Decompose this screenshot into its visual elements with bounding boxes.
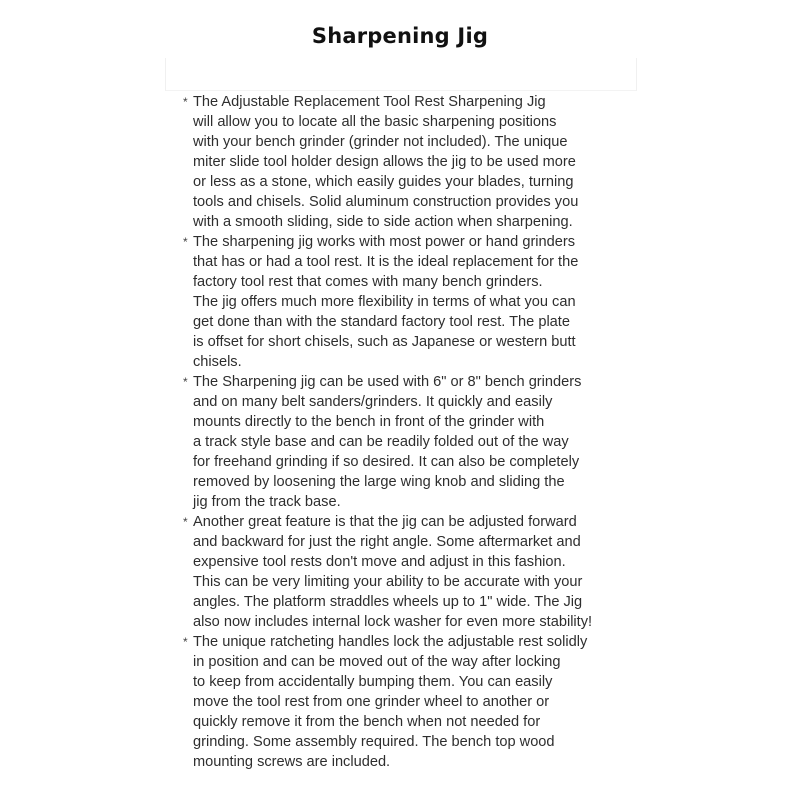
text-line: The Adjustable Replacement Tool Rest Sharpening Jig	[193, 94, 546, 110]
text-line: mounts directly to the bench in front of the grinder with	[193, 414, 545, 430]
text-line: or less as a stone, which easily guides your blades, turning	[193, 174, 574, 190]
text-line: grinding. Some assembly required. The bench top wood	[193, 734, 555, 750]
text-line: also now includes internal lock washer for even more stability!	[193, 614, 593, 630]
text-line: The Sharpening jig can be used with 6" or 8" bench grinders	[193, 374, 582, 390]
title-panel-frame	[165, 58, 637, 91]
text-line: Another great feature is that the jig can be adjusted forward	[193, 514, 577, 530]
text-line: jig from the track base.	[193, 494, 341, 510]
text-line: The unique ratcheting handles lock the adjustable rest solidly	[193, 634, 588, 650]
text-line: that has or had a tool rest. It is the ideal replacement for the	[193, 254, 579, 270]
text-line: in position and can be moved out of the way after locking	[193, 654, 561, 670]
asterisk-bullet-icon: *	[183, 635, 188, 649]
text-line: mounting screws are included.	[193, 754, 391, 770]
text-line: with a smooth sliding, side to side action when sharpening.	[193, 214, 573, 230]
asterisk-bullet-icon: *	[183, 235, 188, 249]
text-line: with your bench grinder (grinder not included). The unique	[193, 134, 568, 150]
text-line: move the tool rest from one grinder wheel to another or	[193, 694, 550, 710]
page-title: Sharpening Jig	[311, 24, 489, 48]
text-line: factory tool rest that comes with many bench grinders.	[193, 274, 543, 290]
text-line: tools and chisels. Solid aluminum construction provides you	[193, 194, 579, 210]
text-line: removed by loosening the large wing knob and sliding the	[193, 474, 565, 490]
text-line: and on many belt sanders/grinders. It quickly and easily	[193, 394, 553, 410]
text-line: chisels.	[193, 354, 242, 370]
asterisk-bullet-icon: *	[183, 95, 188, 109]
text-line: will allow you to locate all the basic sharpening positions	[193, 114, 557, 130]
text-line: expensive tool rests don't move and adjust in this fashion.	[193, 554, 566, 570]
feature-item	[183, 632, 633, 772]
feature-item	[183, 92, 633, 232]
text-line: quickly remove it from the bench when not needed for	[193, 714, 541, 730]
text-line: angles. The platform straddles wheels up to 1" wide. The Jig	[193, 594, 583, 610]
text-line: and backward for just the right angle. Some aftermarket and	[193, 534, 581, 550]
feature-list	[183, 92, 633, 772]
feature-item	[183, 372, 633, 512]
text-line: for freehand grinding if so desired. It can also be completely	[193, 454, 580, 470]
text-line: get done than with the standard factory tool rest. The plate	[193, 314, 570, 330]
feature-item	[183, 512, 633, 632]
feature-item	[183, 232, 633, 372]
text-line: The sharpening jig works with most power or hand grinders	[193, 234, 576, 250]
text-line: This can be very limiting your ability to be accurate with your	[193, 574, 583, 590]
text-line: a track style base and can be readily folded out of the way	[193, 434, 569, 450]
text-line: to keep from accidentally bumping them. You can easily	[193, 674, 553, 690]
text-line: The jig offers much more flexibility in terms of what you can	[193, 294, 576, 310]
text-line: is offset for short chisels, such as Japanese or western butt	[193, 334, 576, 350]
asterisk-bullet-icon: *	[183, 375, 188, 389]
asterisk-bullet-icon: *	[183, 515, 188, 529]
text-line: miter slide tool holder design allows the jig to be used more	[193, 154, 576, 170]
